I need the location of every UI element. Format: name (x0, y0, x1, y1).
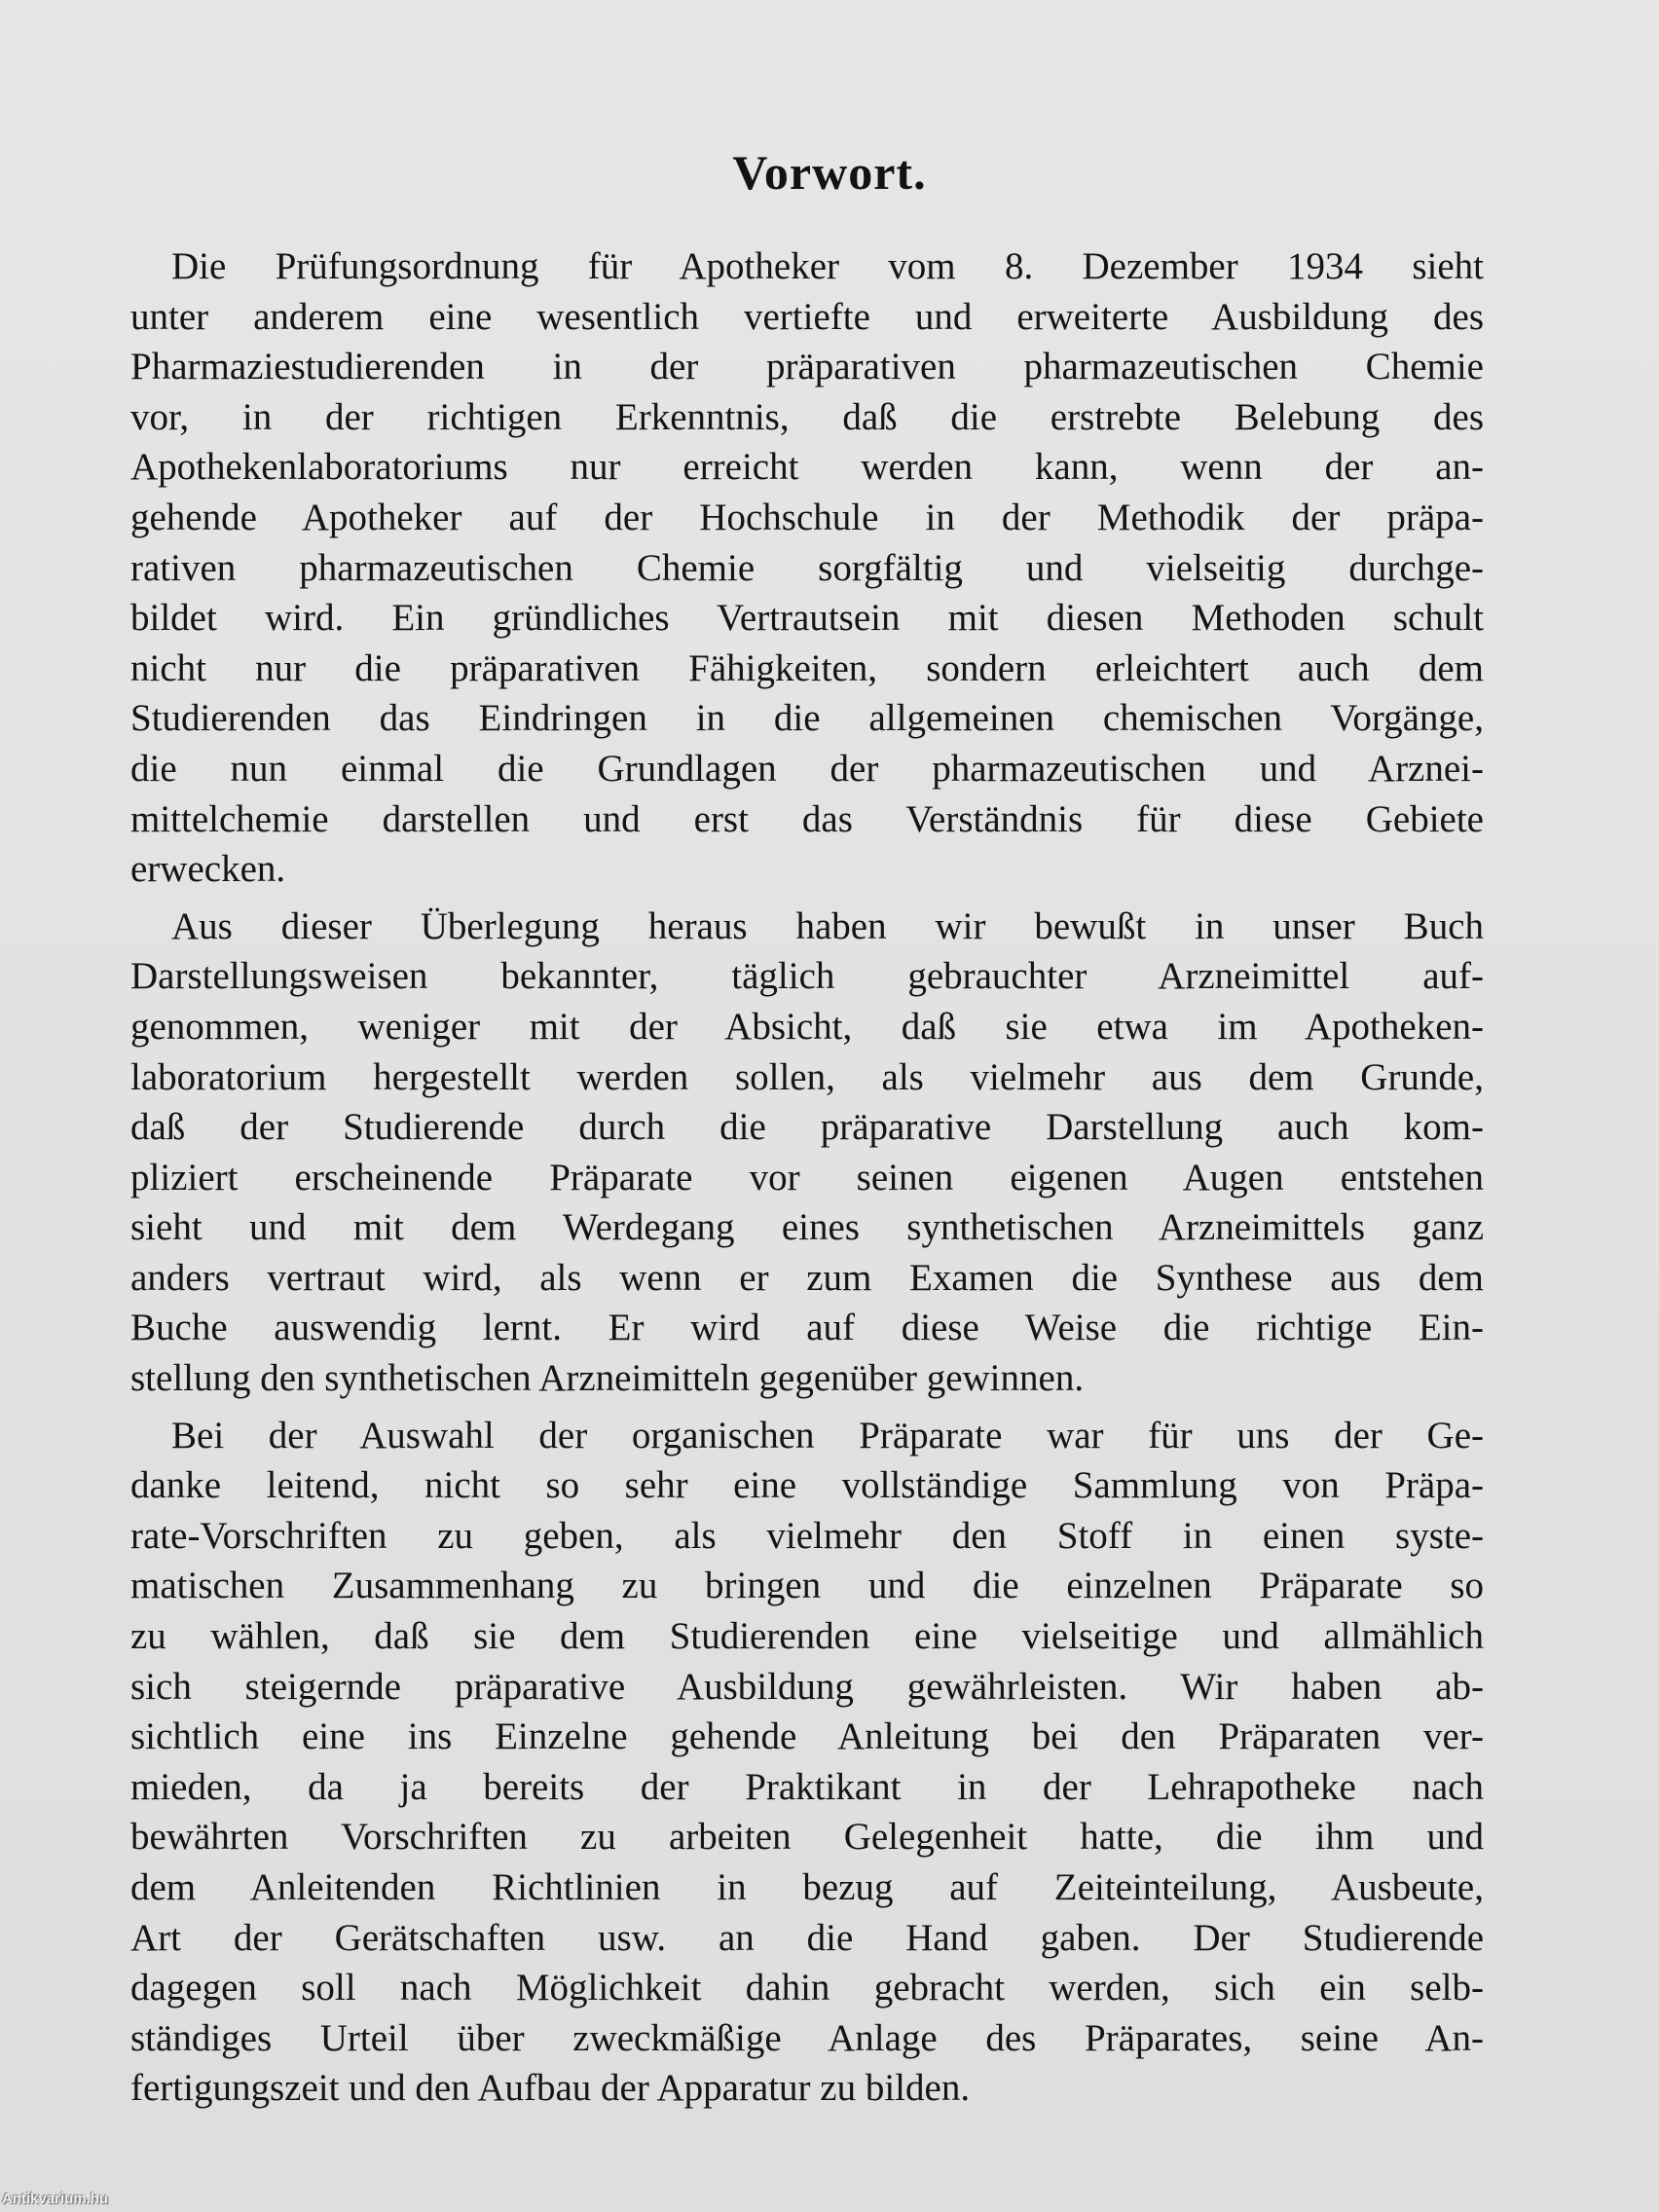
text-line: mieden, da ja bereits der Praktikant in der Lehrapotheke nach (130, 1765, 1484, 1808)
text-line: sieht und mit dem Werdegang eines synthetischen Arzneimittels ganz (130, 1206, 1484, 1249)
text-line: Die Prüfungsordnung für Apotheker vom 8. Dezember 1934 sieht (171, 245, 1484, 287)
text-line: rativen pharmazeutischen Chemie sorgfältig und vielseitig durchge- (130, 546, 1484, 589)
text-line: rate-Vorschriften zu geben, als vielmehr den Stoff in einen syste- (130, 1514, 1484, 1557)
text-line: stellung den synthetischen Arzneimitteln gegenüber gewinnen. (130, 1357, 1085, 1400)
text-line: matischen Zusammenhang zu bringen und die einzelnen Präparate so (130, 1565, 1484, 1607)
text-line: genommen, weniger mit der Absicht, daß sie etwa im Apotheken- (130, 1005, 1484, 1048)
text-line: laboratorium hergestellt werden sollen, als vielmehr aus dem Grunde, (130, 1055, 1484, 1098)
text-line: Studierenden das Eindringen in die allgemeinen chemischen Vorgänge, (130, 697, 1484, 740)
text-line: die nun einmal die Grundlagen der pharmazeutischen und Arznei- (130, 747, 1484, 790)
text-line: Pharmaziestudierenden in der präparativen pharmazeutischen Chemie (130, 346, 1484, 388)
text-line: anders vertraut wird, als wenn er zum Examen die Synthese aus dem (130, 1256, 1484, 1299)
text-line: sich steigernde präparative Ausbildung gewährleisten. Wir haben ab- (130, 1665, 1484, 1708)
watermark-logo: Antikvarium.hu (2, 2191, 109, 2207)
text-line: Aus dieser Überlegung heraus haben wir bewußt in unser Buch (171, 904, 1484, 947)
text-line: ständiges Urteil über zweckmäßige Anlage des Präparates, seine An- (130, 2016, 1484, 2059)
text-line: bildet wird. Ein gründliches Vertrautsein mit diesen Methoden schult (130, 597, 1484, 640)
text-line: Apothekenlaboratoriums nur erreicht werden kann, wenn der an- (130, 446, 1484, 489)
text-line: Bei der Auswahl der organischen Präparate war für uns der Ge- (171, 1414, 1484, 1456)
paragraph-2 (130, 902, 1484, 1404)
text-line: daß der Studierende durch die präparative Darstellung auch kom- (130, 1106, 1484, 1149)
text-line: Darstellungsweisen bekannter, täglich gebrauchter Arzneimittel auf- (130, 955, 1484, 998)
text-line: sichtlich eine ins Einzelne gehende Anleitung bei den Präparaten ver- (130, 1715, 1484, 1758)
text-line: pliziert erscheinende Präparate vor seinen eigenen Augen entstehen (130, 1156, 1484, 1198)
text-line: zu wählen, daß sie dem Studierenden eine vielseitige und allmählich (130, 1615, 1484, 1658)
paragraph-1 (130, 241, 1484, 895)
text-line: Art der Gerätschaften usw. an die Hand gaben. Der Studierende (130, 1916, 1484, 1959)
text-line: gehende Apotheker auf der Hochschule in der Methodik der präpa- (130, 496, 1484, 538)
text-line: bewährten Vorschriften zu arbeiten Gelegenheit hatte, die ihm und (130, 1816, 1484, 1859)
paragraph-gap (130, 895, 1484, 902)
text-line: erwecken. (130, 848, 286, 891)
text-line: Buche auswendig lernt. Er wird auf diese Weise die richtige Ein- (130, 1307, 1484, 1349)
paragraph-gap (130, 1404, 1484, 1411)
text-line: danke leitend, nicht so sehr eine vollständige Sammlung von Präpa- (130, 1464, 1484, 1507)
preface-body (130, 241, 1484, 2114)
text-line: mittelchemie darstellen und erst das Verständnis für diese Gebiete (130, 797, 1484, 840)
text-line: dagegen soll nach Möglichkeit dahin gebracht werden, sich ein selb- (130, 1967, 1484, 2009)
text-line: fertigungszeit und den Aufbau der Apparatur zu bilden. (130, 2067, 971, 2110)
text-line: unter anderem eine wesentlich vertiefte und erweiterte Ausbildung des (130, 295, 1484, 338)
page-title: Vorwort. (732, 145, 927, 200)
paragraph-3 (130, 1411, 1484, 2114)
text-line: dem Anleitenden Richtlinien in bezug auf Zeiteinteilung, Ausbeute, (130, 1866, 1484, 1908)
text-line: nicht nur die präparativen Fähigkeiten, sondern erleichtert auch dem (130, 646, 1484, 689)
text-line: vor, in der richtigen Erkenntnis, daß die erstrebte Belebung des (130, 395, 1484, 438)
